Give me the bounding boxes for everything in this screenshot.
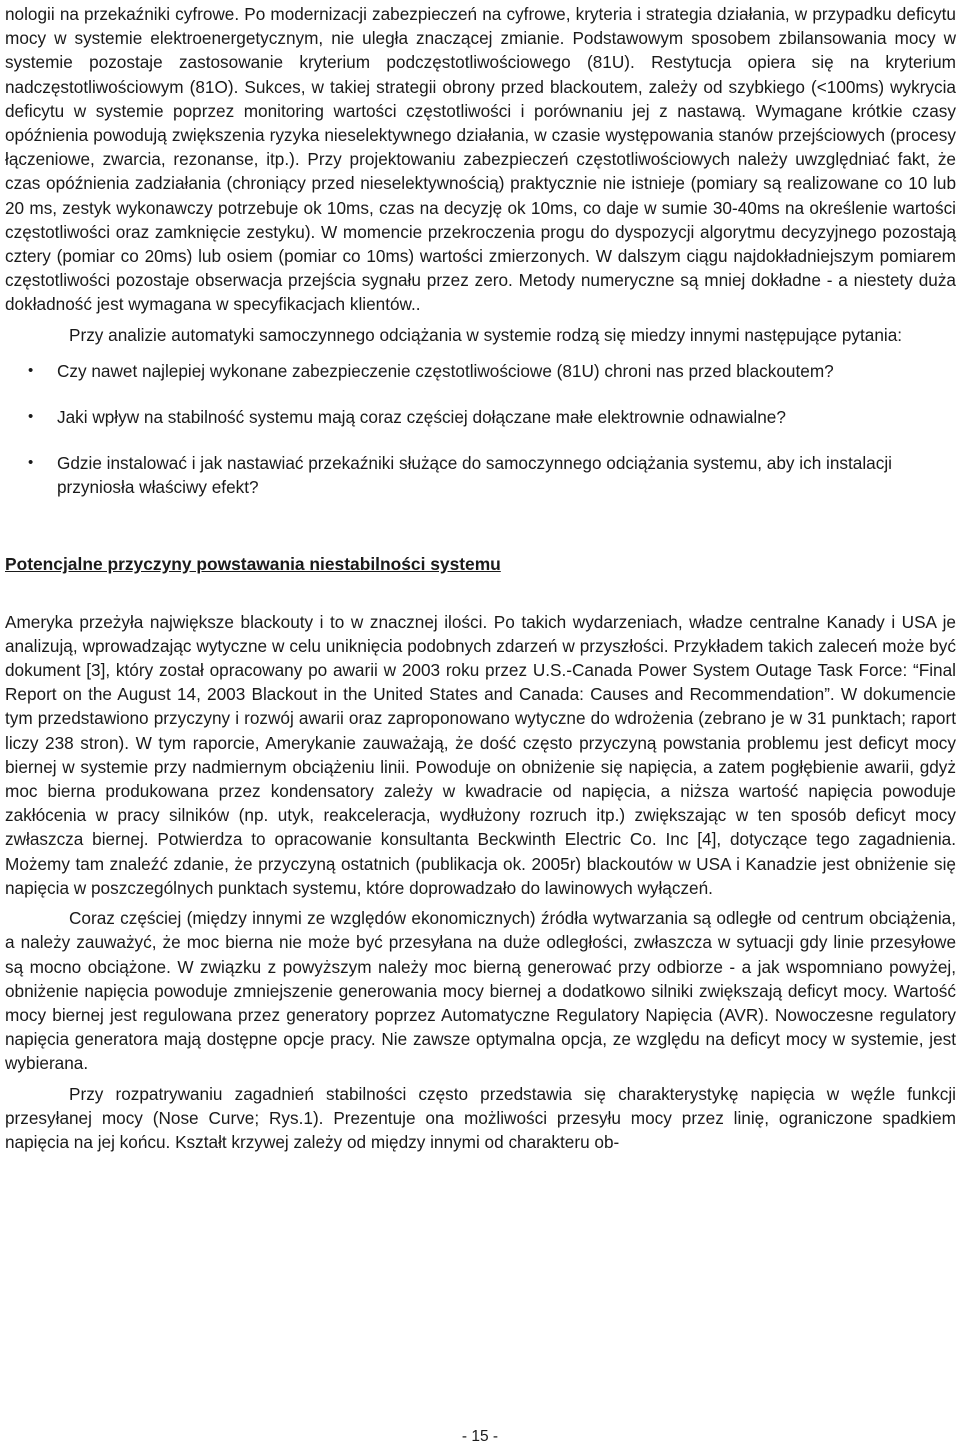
question-item xyxy=(5,405,956,429)
questions-list xyxy=(5,359,956,500)
question-item xyxy=(5,451,956,499)
question-item xyxy=(5,359,956,383)
bullet-icon: • xyxy=(28,408,34,426)
bullet-icon: • xyxy=(28,361,34,379)
bullet-icon: • xyxy=(28,454,34,472)
page-number: - 15 - xyxy=(461,1428,499,1445)
paragraph-load-shedding-questions-intro: Przy analizie automatyki samoczynnego odciążania w systemie rodzą się miedzy innymi następujące pytania: xyxy=(69,324,903,345)
paragraph-frequency-protection: nologii na przekaźniki cyfrowe. Po modernizacji zabezpieczeń na cyfrowe, kryteria i strategia działania, w przypadku deficytu mocy w systemie elektroenergetycznym, nie uległa znaczącej zmianie. Podstawowym sposobem zbilansowania mocy w systemie pozostaje zastosowanie kryterium podczęstotliwościowego (81U). Restytucja opiera się na kryterium nadczęstotliwościowym (81O). Sukces, w takiej strategii obrony przed blackoutem, zależy od szybkiego (<100ms) wykrycia deficytu w systemie poprzez monitoring wartości częstotliwości i porównaniu jej z nastawą. Wymagane krótkie czasy opóźnienia powodują zwiększenia ryzyka nieselektywnego działania, w czasie występowania stanów przejściowych (procesy łączeniowe, zwarcia, rezonanse, itp.). Przy projektowaniu zabezpieczeń częstotliwościowych należy uwzględniać fakt, że czas opóźnienia zadziałania (chroniący przed nieselektywnością) praktycznie nie istnieje (pomiary są realizowane co 10 lub 20 ms, zestyk wykonawczy potrzebuje ok 10ms, czas na decyzję ok 10ms, co daje w sumie 30-40ms na określenie wartości częstotliwości oraz zamknięcie zestyku). W momencie przekroczenia progu do dyspozycji algorytmu decyzyjnego pozostają cztery (pomiar co 20ms) lub osiem (pomiar co 10ms) wartości zmierzonych. W dalszym ciągu najdokładniejszym pomiarem częstotliwości pozostaje obserwacja przejścia sygnału przez zero. Metody numeryczne są mniej dokładne - a niestety duża dokładność jest wymagana w specyfikacjach klientów.. xyxy=(5,4,956,315)
section-heading: Potencjalne przyczyny powstawania niestabilności systemu xyxy=(5,553,501,574)
paragraph-reactive-power: Coraz częściej (między innymi ze względów ekonomicznych) źródła wytwarzania są odległe od centrum obciążenia, a należy zauważyć, że moc bierna nie może być przesyłana na duże odległości, zwłaszcza w sytuacji gdy linie przesyłowe są mocno obciążone. W związku z powyższym należy moc bierną generować przy odbiorze - a jak wspomniano powyżej, obniżenie napięcia powoduje zmniejszenie generowania mocy biernej a dodatkowo silniki zwiększają deficyt mocy. Wartość mocy biernej jest regulowana przez generatory poprzez Automatyczne Regulatory Napięcia (AVR). Nowoczesne regulatory napięcia generatora mają dostępne opcje pracy. Nie zawsze optymalna opcja, ze względu na deficyt mocy w systemie, jest wybierana. xyxy=(5,908,956,1074)
question-text: Gdzie instalować i jak nastawiać przekaźniki służące do samoczynnego odciążania systemu, aby ich instalacji przyniosła właściwy efekt? xyxy=(57,453,892,498)
question-text: Czy nawet najlepiej wykonane zabezpieczenie częstotliwościowe (81U) chroni nas przed blackoutem? xyxy=(57,360,834,381)
document-page xyxy=(5,2,956,1154)
paragraph-nose-curve: Przy rozpatrywaniu zagadnień stabilności często przedstawia się charakterystykę napięcia w węźle funkcji przesyłanej mocy (Nose Curve; Rys.1). Prezentuje ona możliwości przesyłu mocy przez linię, ograniczone spadkiem napięcia na jej końcu. Kształt krzywej zależy od między innymi od charakteru ob- xyxy=(5,1083,956,1152)
question-text: Jaki wpływ na stabilność systemu mają coraz częściej dołączane małe elektrownie odnawialne? xyxy=(57,407,786,428)
paragraph-america-blackouts: Ameryka przeżyła największe blackouty i to w znacznej ilości. Po takich wydarzeniach, władze centralne Kanady i USA je analizują, wprowadzając wytyczne w celu uniknięcia podobnych zdarzeń w przyszłości. Przykładem takich zaleceń może być dokument [3], który został opracowany po awarii w 2003 roku przez U.S.-Canada Power System Outage Task Force: “Final Report on the August 14, 2003 Blackout in the United States and Canada: Causes and Recommendation”. W dokumencie tym przedstawiono przyczyny i rozwój awarii oraz zaproponowano wytyczne do wdrożenia (zebrano je w 31 punktach; raport liczy 238 stron). W tym raporcie, Amerykanie zauważają, że dość często przyczyną powstania problemu jest deficyt mocy biernej w systemie przy nadmiernym obciążeniu linii. Powoduje on obniżenie się napięcia, a zatem pogłębienie awarii, gdyż moc bierna produkowana przez kondensatory zależy w kwadracie od napięcia, a niższa wartość napięcia powoduje zakłócenia w pracy silników (np. utyk, reakceleracja, wydłużony rozruch itp.) zwiększając w ten sposób deficyt mocy zwłaszcza biernej. Potwierdza to opracowanie konsultanta Beckwinth Electric Co. Inc [4], dotyczące tego zagadnienia. Możemy tam znaleźć zdanie, że przyczyną ostatnich (publikacja ok. 2005r) blackoutów w USA i Kanadzie jest obniżenie się napięcia w poszczególnych punktach systemu, które doprowadzało do lawinowych wyłączeń. xyxy=(5,611,956,898)
